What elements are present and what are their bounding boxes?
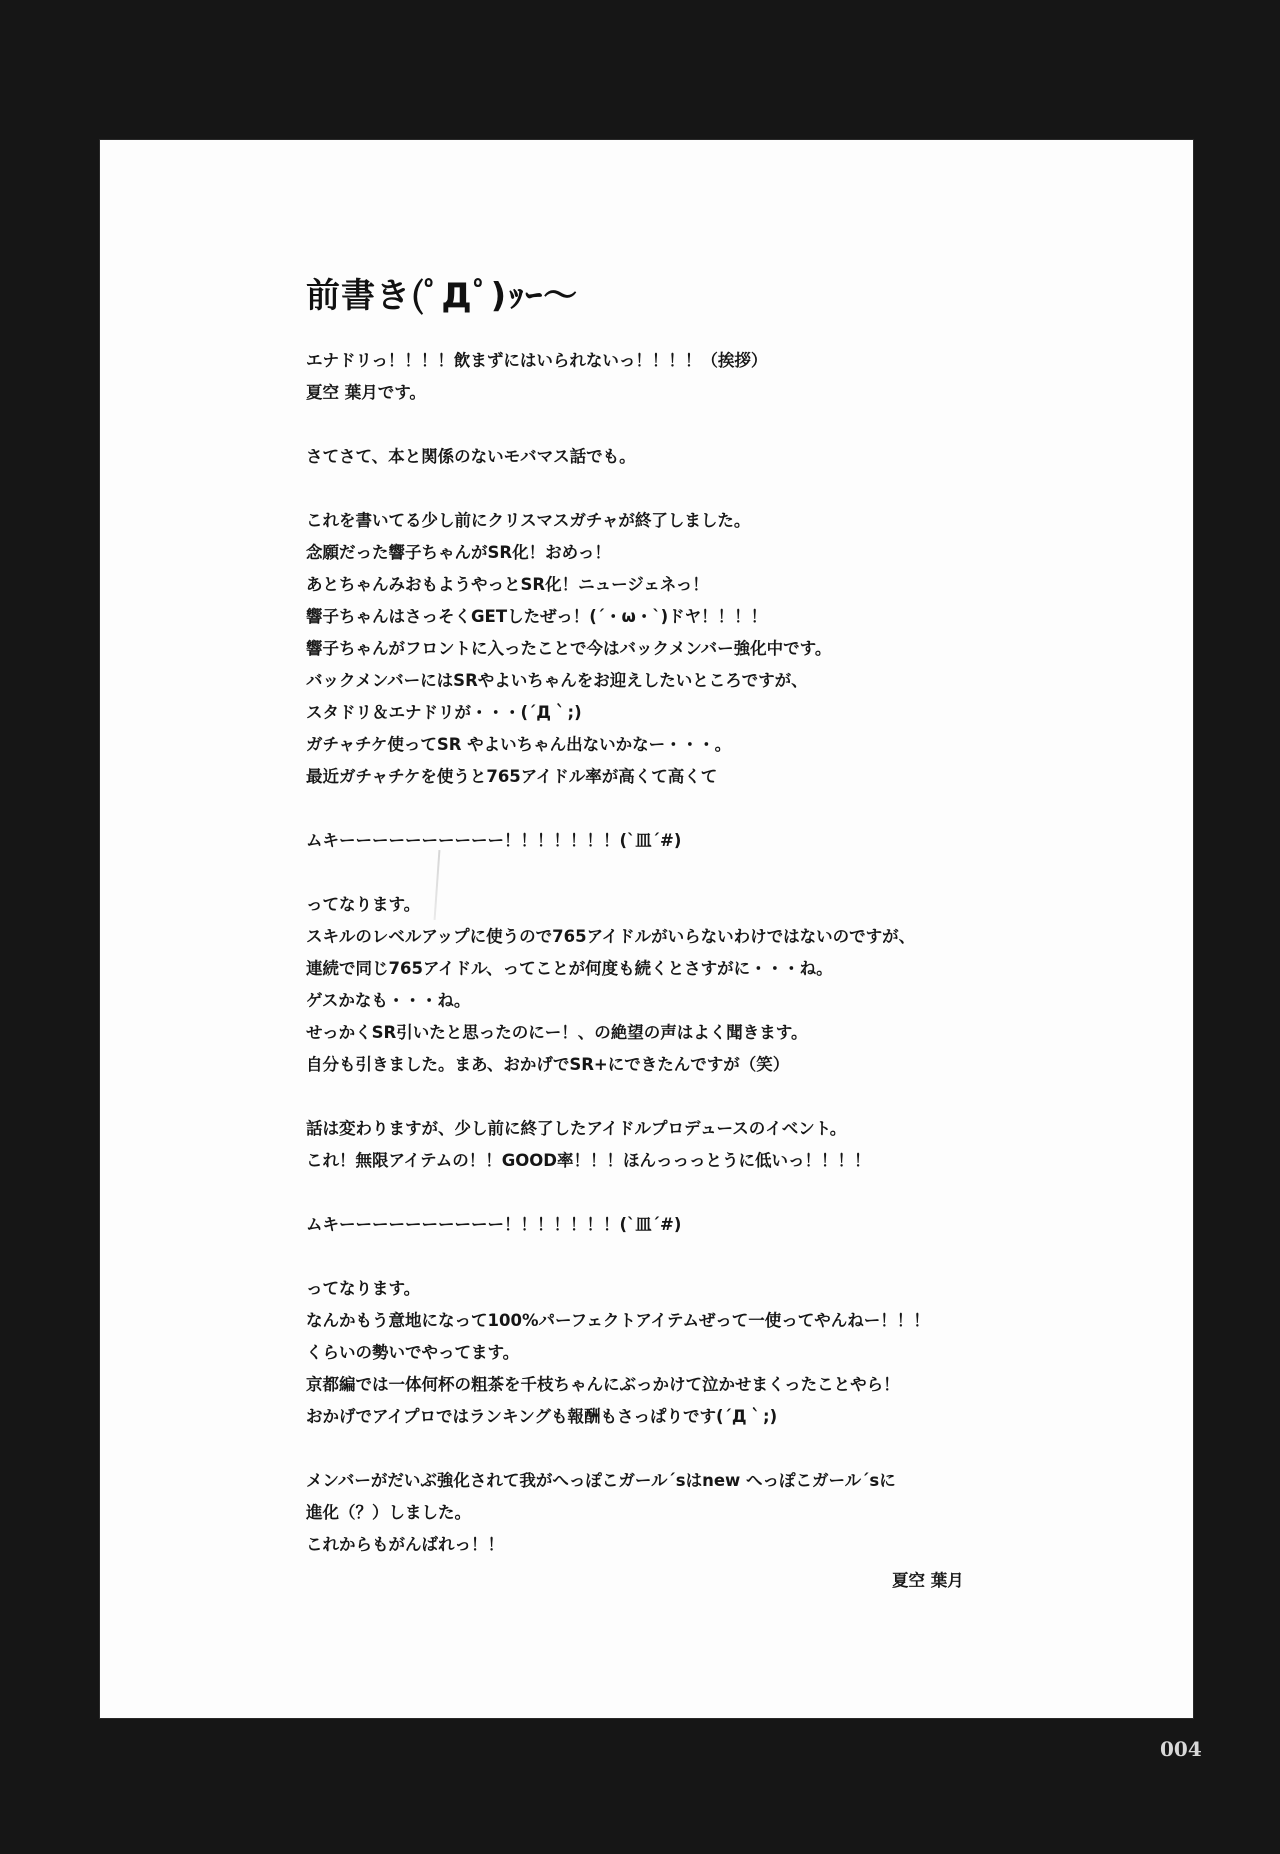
body-line: ってなります。 bbox=[306, 895, 421, 914]
body-line: これ！無限アイテムの！！GOOD率！！！ほんっっっとうに低いっ！！！！ bbox=[306, 1151, 871, 1170]
body-line: これからもがんばれっ！！ bbox=[306, 1535, 504, 1554]
page-title: 前書き(ﾟДﾟ)ｯｰ～ bbox=[306, 276, 579, 316]
body-line: なんかもう意地になって100%パーフェクトアイテムぜって一使ってやんねー！！！ bbox=[306, 1311, 930, 1330]
body-text bbox=[306, 345, 986, 1561]
body-line bbox=[306, 1081, 986, 1113]
body-line: さてさて、本と関係のないモバマス話でも。 bbox=[306, 447, 636, 466]
body-line: 自分も引きました。まあ、おかげでSR+にできたんですが（笑） bbox=[306, 1055, 790, 1074]
body-line: 連続で同じ765アイドル、ってことが何度も続くとさすがに・・・ね。 bbox=[306, 959, 833, 978]
body-line: 響子ちゃんがフロントに入ったことで今はバックメンバー強化中です。 bbox=[306, 639, 832, 658]
body-line: くらいの勢いでやってます。 bbox=[306, 1343, 520, 1362]
body-line: ガチャチケ使ってSR やよいちゃん出ないかなー・・・。 bbox=[306, 735, 732, 754]
body-line bbox=[306, 1177, 986, 1209]
body-line: ゲスかなも・・・ね。 bbox=[306, 991, 471, 1010]
body-line bbox=[306, 793, 986, 825]
body-line bbox=[306, 409, 986, 441]
body-line: バックメンバーにはSRやよいちゃんをお迎えしたいところですが、 bbox=[306, 671, 808, 690]
body-line: 夏空 葉月です。 bbox=[306, 383, 426, 402]
body-line: ムキーーーーーーーーーー！！！！！！！(`皿´#) bbox=[306, 1215, 682, 1234]
body-line: スキルのレベルアップに使うので765アイドルがいらないわけではないのですが、 bbox=[306, 927, 916, 946]
body-line: ムキーーーーーーーーーー！！！！！！！(`皿´#) bbox=[306, 831, 682, 850]
body-line: おかげでアイプロではランキングも報酬もさっぱりです(´Д｀;) bbox=[306, 1407, 778, 1426]
page-number: 004 bbox=[1160, 1737, 1202, 1761]
body-line: 最近ガチャチケを使うと765アイドル率が高くて高くて bbox=[306, 767, 718, 786]
body-line: あとちゃんみおもようやっとSR化！ニュージェネっ！ bbox=[306, 575, 709, 594]
body-line: スタドリ＆エナドリが・・・(´Д｀;) bbox=[306, 703, 582, 722]
body-line: 念願だった響子ちゃんがSR化！おめっ！ bbox=[306, 543, 611, 562]
body-line: ってなります。 bbox=[306, 1279, 421, 1298]
body-line: これを書いてる少し前にクリスマスガチャが終了しました。 bbox=[306, 511, 751, 530]
body-line: 話は変わりますが、少し前に終了したアイドルプロデュースのイベント。 bbox=[306, 1119, 847, 1138]
body-line: 響子ちゃんはさっそくGETしたぜっ！(´・ω・`)ドヤ！！！！ bbox=[306, 607, 768, 626]
body-line: せっかくSR引いたと思ったのにー！、の絶望の声はよく聞きます。 bbox=[306, 1023, 808, 1042]
body-line: メンバーがだいぶ強化されて我がへっぽこガール´sはnew へっぽこガール´sに bbox=[306, 1471, 896, 1490]
author-signature: 夏空 葉月 bbox=[892, 1571, 964, 1590]
body-line: 京都編では一体何杯の粗茶を千枝ちゃんにぶっかけて泣かせまくったことやら！ bbox=[306, 1375, 900, 1394]
body-line: エナドリっ！！！！飲まずにはいられないっ！！！！（挨拶） bbox=[306, 351, 768, 370]
body-line bbox=[306, 1241, 986, 1273]
body-line bbox=[306, 857, 986, 889]
body-line bbox=[306, 473, 986, 505]
body-line bbox=[306, 1433, 986, 1465]
body-line: 進化（？）しました。 bbox=[306, 1503, 471, 1522]
